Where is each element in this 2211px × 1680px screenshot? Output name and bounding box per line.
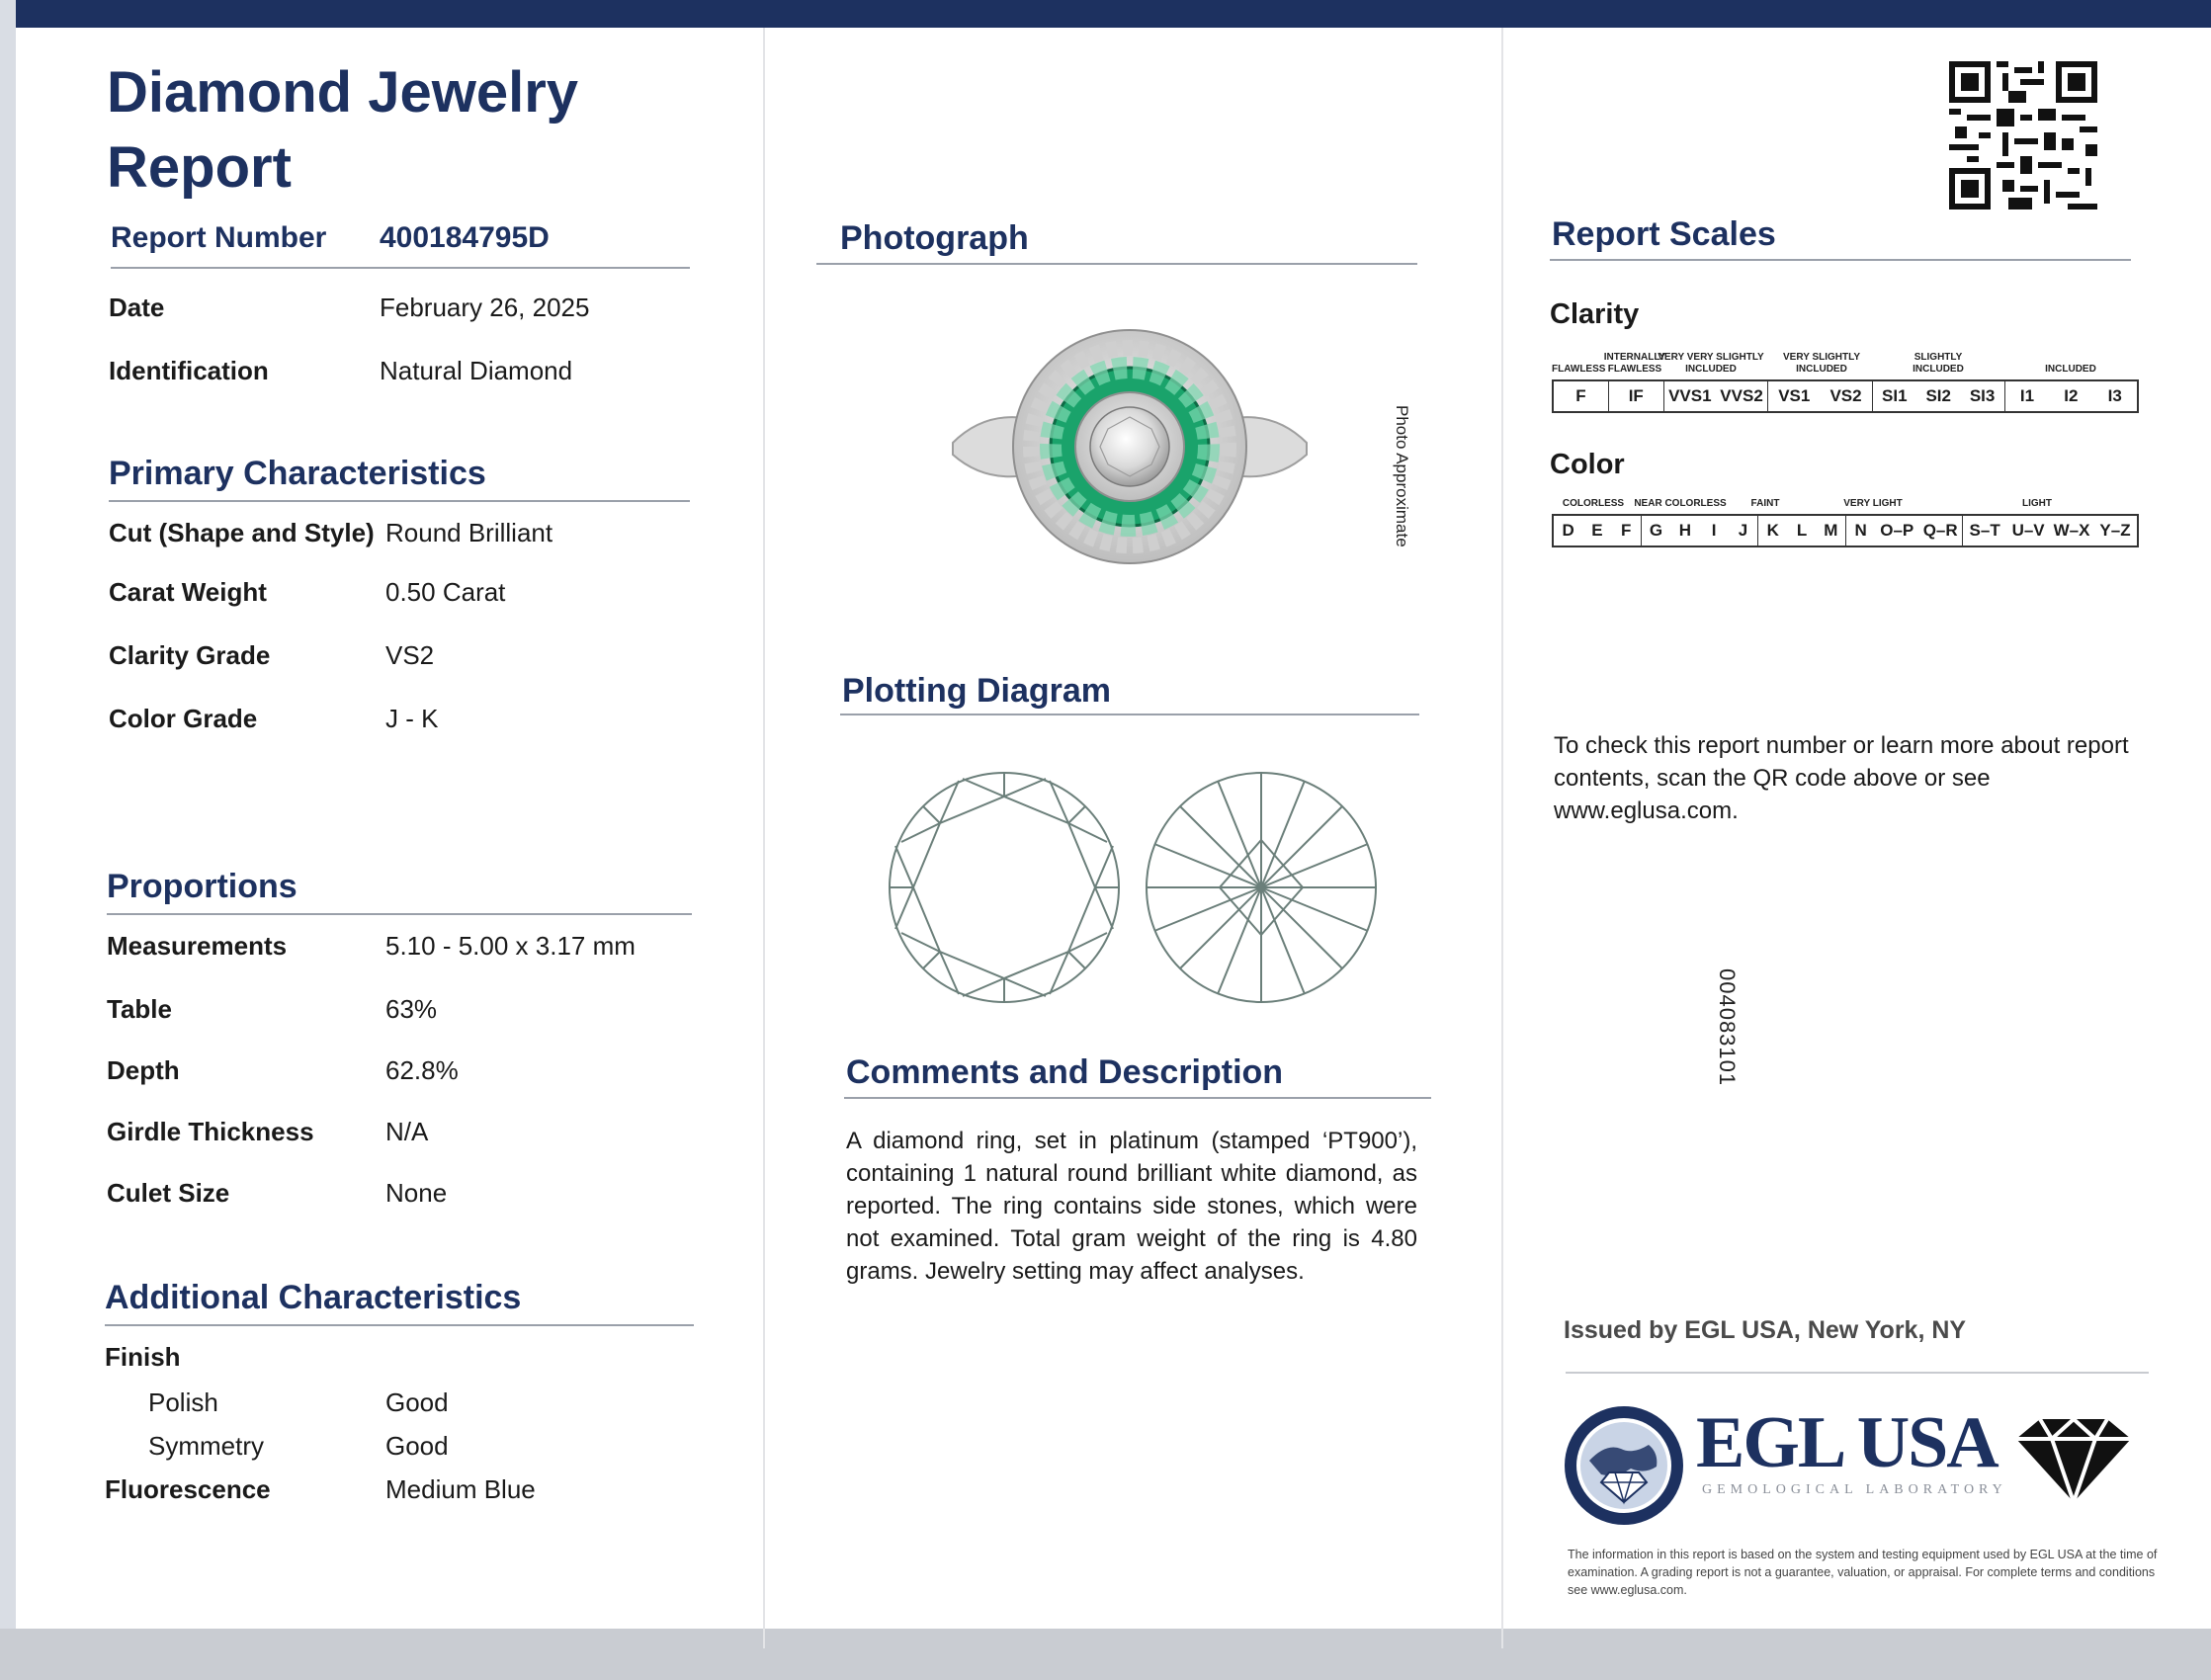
photo-approximate-caption: Photo Approximate <box>1393 405 1411 547</box>
divider <box>1550 259 2131 261</box>
cut-label: Cut (Shape and Style) <box>109 518 375 547</box>
symmetry-value: Good <box>385 1431 449 1461</box>
measurements-value: 5.10 - 5.00 x 3.17 mm <box>385 931 636 961</box>
fold-line <box>763 28 765 1648</box>
photograph-title: Photograph <box>840 219 1029 257</box>
clarity-grade: VVS2 <box>1716 381 1768 411</box>
clarity-caption: INCLUDED <box>2045 364 2096 375</box>
issued-by: Issued by EGL USA, New York, NY <box>1564 1316 1967 1344</box>
qr-code <box>1949 61 2097 210</box>
depth-label: Depth <box>107 1055 180 1085</box>
color-grade: H <box>1678 521 1691 540</box>
measurements-label: Measurements <box>107 931 288 961</box>
finish-label: Finish <box>105 1342 181 1372</box>
clarity-caption: VERY SLIGHTLY INCLUDED <box>1783 352 1860 375</box>
report-title <box>107 55 578 206</box>
clarity-grade: SI2 <box>1925 386 1951 405</box>
symmetry-label: Symmetry <box>148 1431 264 1461</box>
divider <box>105 1324 694 1326</box>
color-caption: VERY LIGHT <box>1843 498 1903 509</box>
clarity-grade: I3 <box>2107 386 2122 405</box>
clarity-scale-title: Clarity <box>1550 298 1640 330</box>
diamond-logo-icon <box>2012 1415 2135 1506</box>
color-grade: S–T <box>1969 521 2000 540</box>
plotting-diagram-title: Plotting Diagram <box>842 672 1112 710</box>
plotting-diagram <box>888 771 1378 1008</box>
clarity-grade: I1 <box>2019 386 2035 405</box>
clarity-grade: SI1 <box>1882 386 1908 405</box>
color-caption: NEAR COLORLESS <box>1634 498 1727 509</box>
color-grade: K <box>1766 521 1779 540</box>
clarity-value: VS2 <box>385 640 435 670</box>
color-value: J - K <box>385 704 439 733</box>
pavilion-diagram <box>1147 773 1376 1002</box>
color-grade: Q–R <box>1918 516 1963 546</box>
color-grade: L <box>1796 521 1808 540</box>
fluorescence-label: Fluorescence <box>105 1474 271 1504</box>
clarity-grade: VVS1 <box>1668 386 1712 405</box>
clarity-caption: FLAWLESS <box>1552 364 1606 375</box>
report-number-value: 400184795D <box>380 221 550 254</box>
additional-characteristics-title: Additional Characteristics <box>105 1279 522 1316</box>
clarity-grade: F <box>1554 381 1609 411</box>
primary-characteristics-title: Primary Characteristics <box>109 455 486 492</box>
divider <box>816 263 1417 265</box>
comments-text: A diamond ring, set in platinum (stamped ‘PT900’), containing 1 natural round brilliant white diamond, as reported. The ring contains side stones, which were not examined. Total gram weight of the ring is 4.80 grams. Jewelry setting may affect analyses. <box>846 1128 1417 1285</box>
divider <box>111 267 690 269</box>
ring-photograph <box>949 326 1311 573</box>
clarity-caption: VERY VERY SLIGHTLY INCLUDED <box>1658 352 1764 375</box>
divider <box>844 1097 1431 1099</box>
color-scale-title: Color <box>1550 449 1625 480</box>
color-grade: F <box>1612 516 1642 546</box>
color-grade: Y–Z <box>2099 521 2131 540</box>
left-border <box>0 0 16 1680</box>
divider <box>1566 1372 2149 1374</box>
egl-logo: EGL USA <box>1696 1402 1998 1483</box>
cut-value: Round Brilliant <box>385 518 553 547</box>
identification-value: Natural Diamond <box>380 356 573 385</box>
clarity-grade: VS1 <box>1778 386 1811 405</box>
report-number-row <box>111 221 694 261</box>
divider <box>109 500 690 502</box>
color-grade: D <box>1562 521 1574 540</box>
color-scale <box>1552 514 2139 547</box>
verification-note: To check this report number or learn more about report contents, scan the QR code above or see www.eglusa.com. <box>1554 732 2129 824</box>
comments-title: Comments and Description <box>846 1053 1284 1091</box>
color-caption: FAINT <box>1750 498 1780 509</box>
date-value: February 26, 2025 <box>380 293 590 322</box>
color-caption: LIGHT <box>2022 498 2052 509</box>
report-number-label: Report Number <box>111 221 327 254</box>
clarity-scale <box>1552 379 2139 413</box>
proportions-title: Proportions <box>107 868 298 905</box>
title-line-1: Diamond Jewelry <box>107 60 579 125</box>
color-grade: I <box>1711 521 1717 540</box>
fold-line <box>1501 28 1503 1648</box>
clarity-grade: VS2 <box>1820 381 1872 411</box>
color-grade: W–X <box>2053 521 2090 540</box>
culet-label: Culet Size <box>107 1178 230 1208</box>
fluorescence-value: Medium Blue <box>385 1474 536 1504</box>
color-grade: J <box>1729 516 1758 546</box>
color-caption: COLORLESS <box>1562 498 1625 509</box>
divider <box>840 714 1419 715</box>
girdle-label: Girdle Thickness <box>107 1117 314 1146</box>
color-grade: E <box>1591 521 1603 540</box>
serial-number: 004083101 <box>1715 968 1740 1087</box>
table-label: Table <box>107 994 172 1024</box>
clarity-grade: SI3 <box>1960 381 2004 411</box>
color-grade: G <box>1649 521 1663 540</box>
bottom-border <box>0 1629 2211 1680</box>
divider <box>107 913 692 915</box>
carat-value: 0.50 Carat <box>385 577 506 607</box>
color-grade: O–P <box>1880 521 1914 540</box>
report-scales-title: Report Scales <box>1552 215 1776 253</box>
title-line-2: Report <box>107 135 292 200</box>
carat-label: Carat Weight <box>109 577 267 607</box>
color-grade: U–V <box>2011 521 2045 540</box>
clarity-grade: IF <box>1609 381 1664 411</box>
top-border <box>0 0 2211 28</box>
clarity-grade: I2 <box>2064 386 2079 405</box>
table-value: 63% <box>385 994 438 1024</box>
disclaimer-text: The information in this report is based on the system and testing equipment used by EGL USA at the time of examination. A grading report is not a guarantee, valuation, or appraisal. For complete terms and conditions see www.eglusa.com. <box>1568 1548 2158 1597</box>
color-label: Color Grade <box>109 704 258 733</box>
girdle-value: N/A <box>385 1117 429 1146</box>
identification-label: Identification <box>109 356 269 385</box>
polish-value: Good <box>385 1387 449 1417</box>
date-label: Date <box>109 293 165 322</box>
clarity-caption: INTERNALLY FLAWLESS <box>1603 352 1666 375</box>
clarity-caption: SLIGHTLY INCLUDED <box>1913 352 1964 375</box>
crown-diagram <box>890 773 1119 1002</box>
polish-label: Polish <box>148 1387 218 1417</box>
color-grade: M <box>1817 516 1846 546</box>
egl-logo-subtitle: GEMOLOGICAL LABORATORY <box>1702 1482 2007 1497</box>
clarity-label: Clarity Grade <box>109 640 271 670</box>
culet-value: None <box>385 1178 448 1208</box>
color-grade: N <box>1854 521 1867 540</box>
globe-seal-icon <box>1562 1403 1686 1528</box>
depth-value: 62.8% <box>385 1055 459 1085</box>
